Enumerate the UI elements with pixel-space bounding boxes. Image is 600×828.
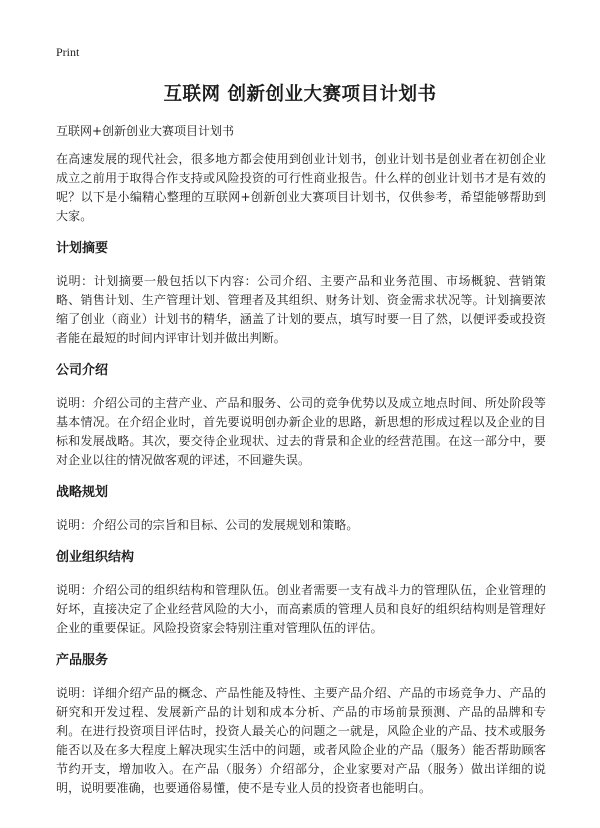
section-plan-summary — [56, 240, 546, 348]
section-org-structure — [56, 549, 546, 638]
section-body: 说明：介绍公司的组织结构和管理队伍。创业者需要一支有战斗力的管理队伍，企业管理的好坏，直接决定了企业经营风险的大小，而高素质的管理人员和良好的组织结构则是管理好企业的重要保证。风险投资家会特别注重对管理队伍的评估。 — [56, 583, 546, 635]
section-body: 说明：介绍公司的主营产业、产品和服务、公司的竞争优势以及成立地点时间、所处阶段等基本情况。在介绍企业时，首先要说明创办新企业的思路，新思想的形成过程以及企业的目标和发展战略。其次，要交待企业现状、过去的背景和企业的经营范围。在这一部分中，要对企业以往的情况做客观的评述，不回避失误。 — [56, 396, 546, 467]
section-body: 说明：介绍公司的宗旨和目标、公司的发展规划和策略。 — [56, 518, 359, 532]
document-content — [56, 150, 546, 812]
section-body: 说明：详细介绍产品的概念、产品性能及特性、主要产品介绍、产品的市场竞争力、产品的研究和开发过程、发展新产品的计划和成本分析、产品的市场前景预测、产品的品牌和专利。在进行投资项目评估时，投资人最关心的问题之一就是，风险企业的产品、技术或服务能否以及在多大程度上解决现实生活中的问题，或者风险企业的产品（服务）能否帮助顾客节约开支，增加收入。在产品（服务）介绍部分，企业家要对产品（服务）做出详细的说明，说明要准确，也要通俗易懂，使不是专业人员的投资者也能明白。 — [56, 686, 546, 795]
intro-paragraph: 在高速发展的现代社会，很多地方都会使用到创业计划书，创业计划书是创业者在初创企业成立之前用于取得合作支持或风险投资的可行性商业报告。什么样的创业计划书才是有效的呢？以下是小编精心整理的互联网+创新创业大赛项目计划书，仅供参考，希望能够帮助到大家。 — [56, 152, 546, 223]
section-heading: 计划摘要 — [56, 241, 109, 256]
section-heading: 创业组织结构 — [56, 550, 135, 565]
section-heading: 公司介绍 — [56, 363, 109, 378]
section-strategy — [56, 484, 546, 535]
section-body: 说明：计划摘要一般包括以下内容：公司介绍、主要产品和业务范围、市场概貌、营销策略、销售计划、生产管理计划、管理者及其组织、财务计划、资金需求状况等。计划摘要浓缩了创业（商业）计划书的精华，涵盖了计划的要点，填写时要一目了然，以便评委或投资者能在最短的时间内评审计划并做出判断。 — [56, 274, 546, 345]
section-company-intro — [56, 362, 546, 470]
print-link[interactable]: Print — [56, 45, 80, 59]
section-heading: 战略规划 — [56, 485, 109, 500]
document-subtitle: 互联网+创新创业大赛项目计划书 — [56, 124, 235, 138]
page-title: 互联网 创新创业大赛项目计划书 — [163, 84, 437, 105]
section-heading: 产品服务 — [56, 653, 109, 668]
section-products — [56, 652, 546, 798]
